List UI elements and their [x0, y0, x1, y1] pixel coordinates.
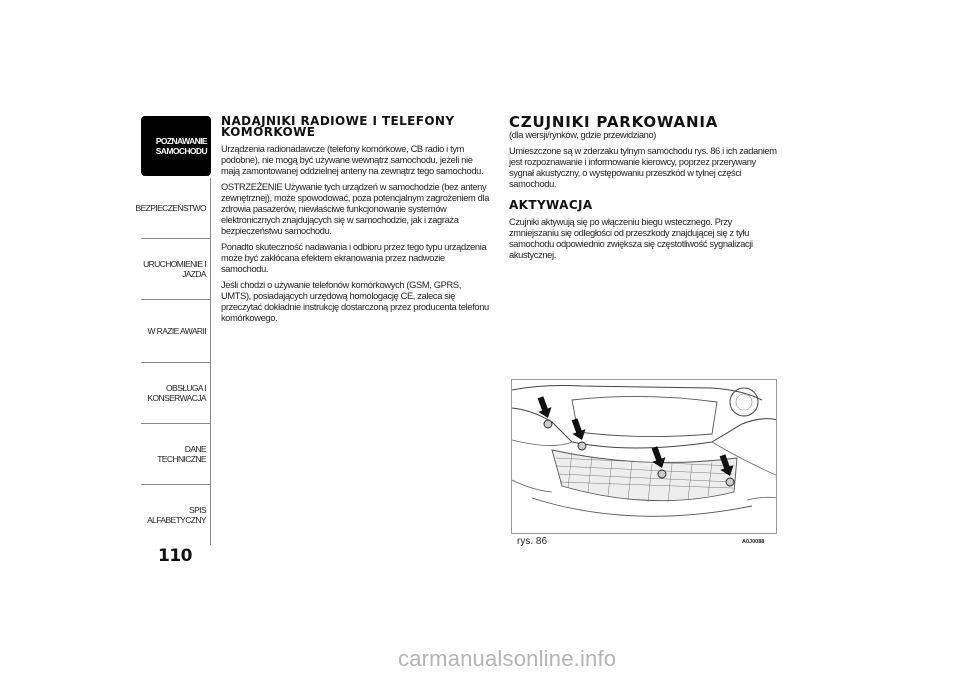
tab-label: W RAZIE AWARII [147, 326, 206, 336]
paragraph: Umieszczone są w zderzaku tylnym samochodu rys. 86 i ich zadaniem jest rozpoznawanie i informowanie kierowcy, poprzez przerywany sygnał akustyczny, o występowaniu przeszkód w tylnej części samochodu. [509, 146, 777, 189]
tab-dane-techniczne[interactable] [141, 424, 211, 484]
license-plate-recess [572, 396, 717, 436]
page-number: 110 [158, 546, 192, 566]
tab-label: SPIS ALFABETYCZNY [147, 505, 206, 525]
paragraph: Jeśli chodzi o używanie telefonów komórkowych (GSM, GPRS, UMTS), posiadających urzędową homologację CE, zaleca się przeczytać dokładnie instrukcję dostarczoną przez producenta telefonu komórkowego. [221, 280, 489, 323]
bumper-lower-line [532, 498, 752, 516]
tab-label: URUCHOMIENIE I JAZDA [143, 259, 206, 279]
tab-obsluga-i-konserwacja[interactable] [141, 363, 211, 423]
left-column [221, 116, 493, 329]
body-contour [512, 386, 762, 401]
paragraph: Czujniki aktywują się po włączeniu biegu wstecznego. Przy zmniejszaniu się odległości od przeszkody znajdującej się z tyłu samochodu odpowiednio zwiększa się częstotliwość sygnalizacji akustycznej. [509, 217, 753, 260]
arrow-icon [534, 395, 555, 420]
watermark: carmanualsonline.info [398, 646, 617, 671]
sensor-1 [544, 420, 552, 428]
tab-label: OBSŁUGA I KONSERWACJA [147, 383, 206, 403]
tab-uruchomienie-i-jazda[interactable] [141, 239, 211, 299]
tab-w-razie-awarii[interactable] [141, 300, 211, 362]
tab-bezpieczenstwo[interactable] [135, 178, 211, 238]
rear-bumper-illustration [512, 380, 777, 534]
rear-bumper-figure [511, 379, 777, 534]
bumper-grille [552, 450, 737, 502]
tab-poznawanie-samochodu[interactable] [141, 116, 211, 176]
section-heading-parking-sensors: CZUJNIKI PARKOWANIA [509, 113, 719, 131]
tab-label: DANE TECHNICZNE [157, 444, 206, 464]
tab-label: BEZPIECZEŃSTWO [135, 203, 206, 213]
sensor-3 [658, 470, 666, 478]
section-heading-radio: NADAJNIKI RADIOWE I TELEFONY KOMÓRKOWE [221, 114, 455, 139]
warning-paragraph: OSTRZEŻENIE Używanie tych urządzeń w samochodzie (bez anteny zewnętrznej), może spowodować, poza potencjalnym zagrożeniem dla zdrowia pasażerów, niewłaściwe funkcjonowanie systemów elektronicznych znajdujących się w samochodzie, jak i zagraża bezpieczeństwu samochodu. [221, 182, 490, 236]
arrow-icon [568, 417, 589, 442]
section-subtitle: (dla wersji/rynków, gdzie przewidziano) [509, 130, 657, 140]
paragraph: Urządzenia radionadawcze (telefony komórkowe, CB radio i tym podobne), nie mogą być używane wewnątrz samochodu, jeżeli nie mają zamontowanej oddzielnej anteny na zewnątrz tego samochodu. [221, 144, 484, 176]
sensor-2 [578, 442, 586, 450]
subheading-activation: AKTYWACJA [509, 198, 593, 212]
paragraph: Ponadto skuteczność nadawania i odbioru przez tego typu urządzenia może być zakłócana efektem ekranowania przez nadwozie samochodu. [221, 242, 487, 274]
figure-caption: rys. 86 [517, 536, 548, 547]
right-column [509, 115, 777, 266]
rear-light [730, 388, 758, 416]
tab-spis-alfabetyczny[interactable] [141, 485, 211, 545]
figure-code: A0J0088 [742, 539, 765, 545]
tab-label: POZNAWANIE SAMOCHODU [155, 136, 207, 156]
sensor-4 [726, 478, 734, 486]
